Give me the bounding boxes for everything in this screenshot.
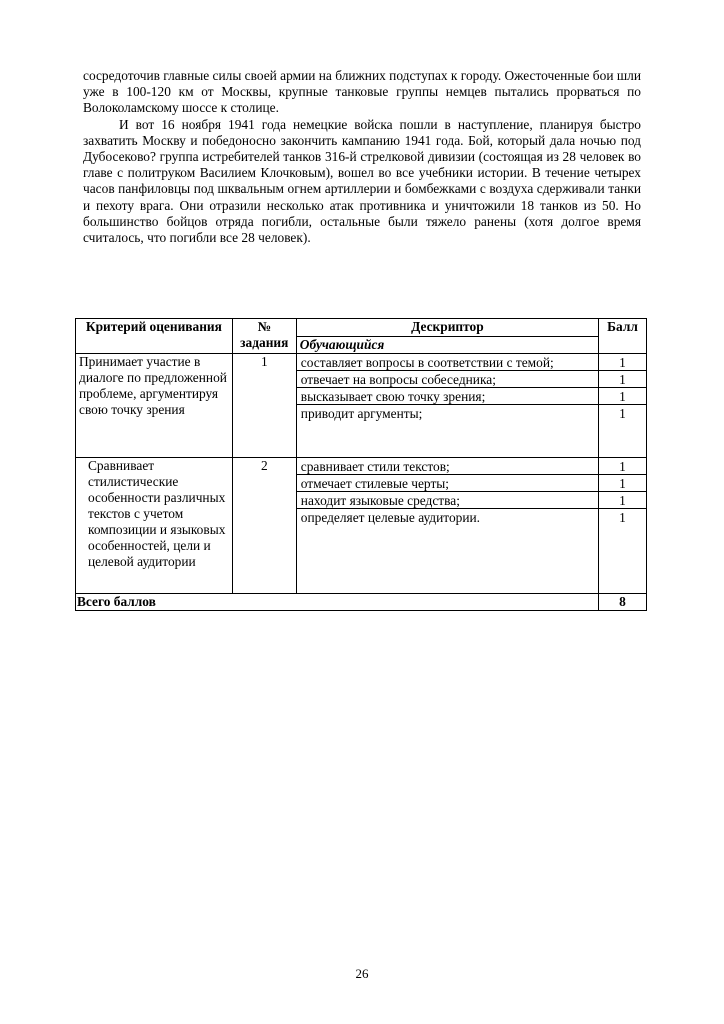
header-score: Балл	[599, 319, 647, 354]
descriptor-item: составляет вопросы в соответствии с темой;	[297, 354, 598, 371]
page-number: 26	[355, 966, 369, 981]
total-value: 8	[599, 594, 647, 611]
score-item: 1	[599, 371, 646, 388]
score-cell	[599, 354, 647, 458]
task-number-cell: 1	[232, 354, 296, 458]
body-text	[83, 68, 641, 246]
paragraph-1: сосредоточив главные силы своей армии на ближних подступах к городу. Ожесточенные бои шли уже в 100-120 км от Москвы, крупные танковые группы немцев пытались прорваться по Волоколамскому шоссе к столице.	[83, 68, 641, 116]
descriptor-item: находит языковые средства;	[297, 492, 598, 509]
score-item: 1	[599, 475, 646, 492]
descriptor-cell	[296, 458, 598, 594]
descriptor-cell	[296, 354, 598, 458]
total-row	[76, 594, 647, 611]
score-item: 1	[599, 458, 646, 475]
assessment-table	[75, 318, 647, 611]
paragraph-2: И вот 16 ноября 1941 года немецкие войска пошли в наступление, планируя быстро захватить Москву и победоносно закончить кампанию 1941 года. Бой, который дала ночью под Дубосеково? группа истребителей танков 316-й стрелковой дивизии (состоящая из 28 человек во главе с политруком Василием Клочковым), вошел во все учебники истории. В течение четырех часов панфиловцы под шквальным огнем артиллерии и бомбежками с воздуха сдерживали танки и пехоту врага. Они отразили несколько атак противника и уничтожили 18 танков из 50. Но большинство бойцов отряда погибли, остальные были тяжело ранены (хотя долгое время считалось, что погибли все 28 человек).	[83, 116, 641, 246]
score-item: 1	[619, 406, 626, 421]
descriptor-item: высказывает свою точку зрения;	[297, 388, 598, 405]
descriptor-item: определяет целевые аудитории.	[300, 510, 481, 525]
score-cell	[599, 458, 647, 594]
criterion-cell: Принимает участие в диалоге по предложенной проблеме, аргументируя свою точку зрения	[76, 354, 233, 458]
table-row	[76, 354, 647, 458]
table-row	[76, 458, 647, 594]
descriptor-item: сравнивает стили текстов;	[297, 458, 598, 475]
descriptor-item: отвечает на вопросы собеседника;	[297, 371, 598, 388]
descriptor-item: приводит аргументы;	[300, 406, 423, 421]
header-descriptor: Дескриптор	[296, 319, 598, 337]
score-item: 1	[599, 354, 646, 371]
score-item: 1	[599, 388, 646, 405]
table-header-row	[76, 319, 647, 337]
header-criterion: Критерий оценивания	[76, 319, 233, 354]
total-label: Всего баллов	[76, 594, 599, 611]
header-learner: Обучающийся	[296, 337, 598, 354]
descriptor-item: отмечает стилевые черты;	[297, 475, 598, 492]
criterion-cell: Сравнивает стилистические особенности различных текстов с учетом композиции и языковых особенностей, цели и целевой аудитории	[76, 458, 233, 594]
task-number-cell: 2	[232, 458, 296, 594]
header-task-no: № задания	[232, 319, 296, 354]
score-item: 1	[599, 492, 646, 509]
score-item: 1	[619, 510, 626, 525]
